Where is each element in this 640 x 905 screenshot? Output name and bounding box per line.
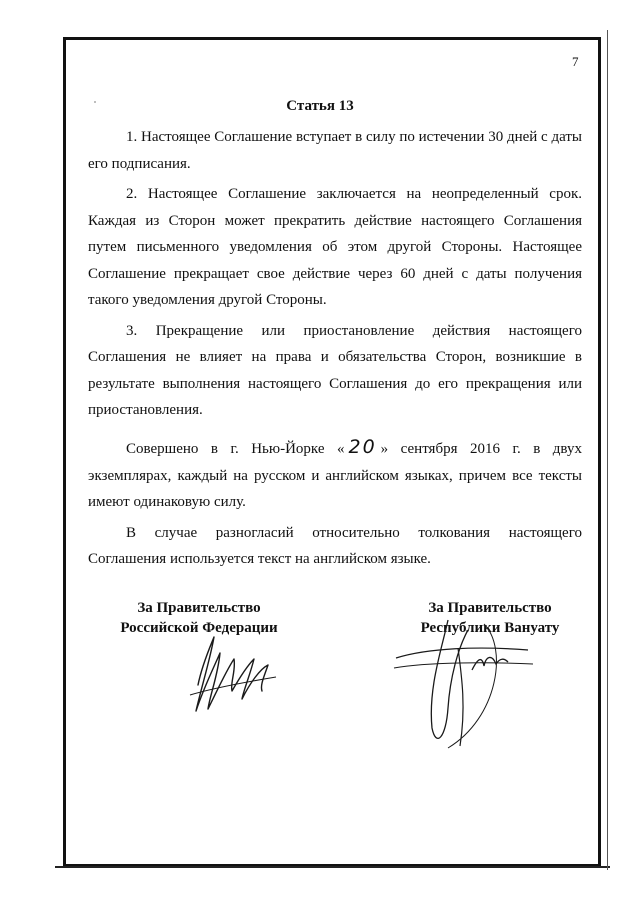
article-body [88,124,582,424]
paragraph-2: 2. Настоящее Соглашение заключается на неопределенный срок. Каждая из Сторон может прекратить действие настоящего Соглашения путем письменного уведомления об этом другой Стороны. Настоящее Соглашение прекращает свое действие через 60 дней с даты получения такого уведомления другой Стороны. [88,186,582,308]
closing-text [88,434,582,573]
discrepancy-clause: В случае разногласий относительно толкования настоящего Соглашения используется текст на английском языке. [88,524,582,567]
signature-line-2: Российской Федерации [120,620,278,636]
handwritten-day: 20 [348,436,377,458]
signature-line-2: Республики Вануату [420,620,560,636]
paragraph-3: 3. Прекращение или приостановление действия настоящего Соглашения не влияет на права и обязательства Сторон, возникшие в результате выполнения настоящего Соглашения до его прекращения или приостановления. [88,322,582,418]
signature-line-1: За Правительство [428,600,552,616]
done-in-prefix: Совершено в г. Нью-Йорке « [126,441,345,457]
handwritten-signature-left [180,625,290,720]
page-number: 7 [572,54,579,69]
article-title: Статья 13 [286,98,354,114]
handwritten-signature-right [388,618,538,758]
done-in-suffix: » сентября 2016 г. в двух экземплярах, каждый на русском и английском языках, причем все тексты имеют одинаковую силу. [88,441,582,510]
done-in-paragraph [88,434,582,516]
paragraph-1: 1. Настоящее Соглашение вступает в силу по истечении 30 дней с даты его подписания. [88,129,582,172]
scan-edge-bottom [55,866,610,868]
scan-edge-right [607,30,608,870]
signature-line-1: За Правительство [137,600,261,616]
